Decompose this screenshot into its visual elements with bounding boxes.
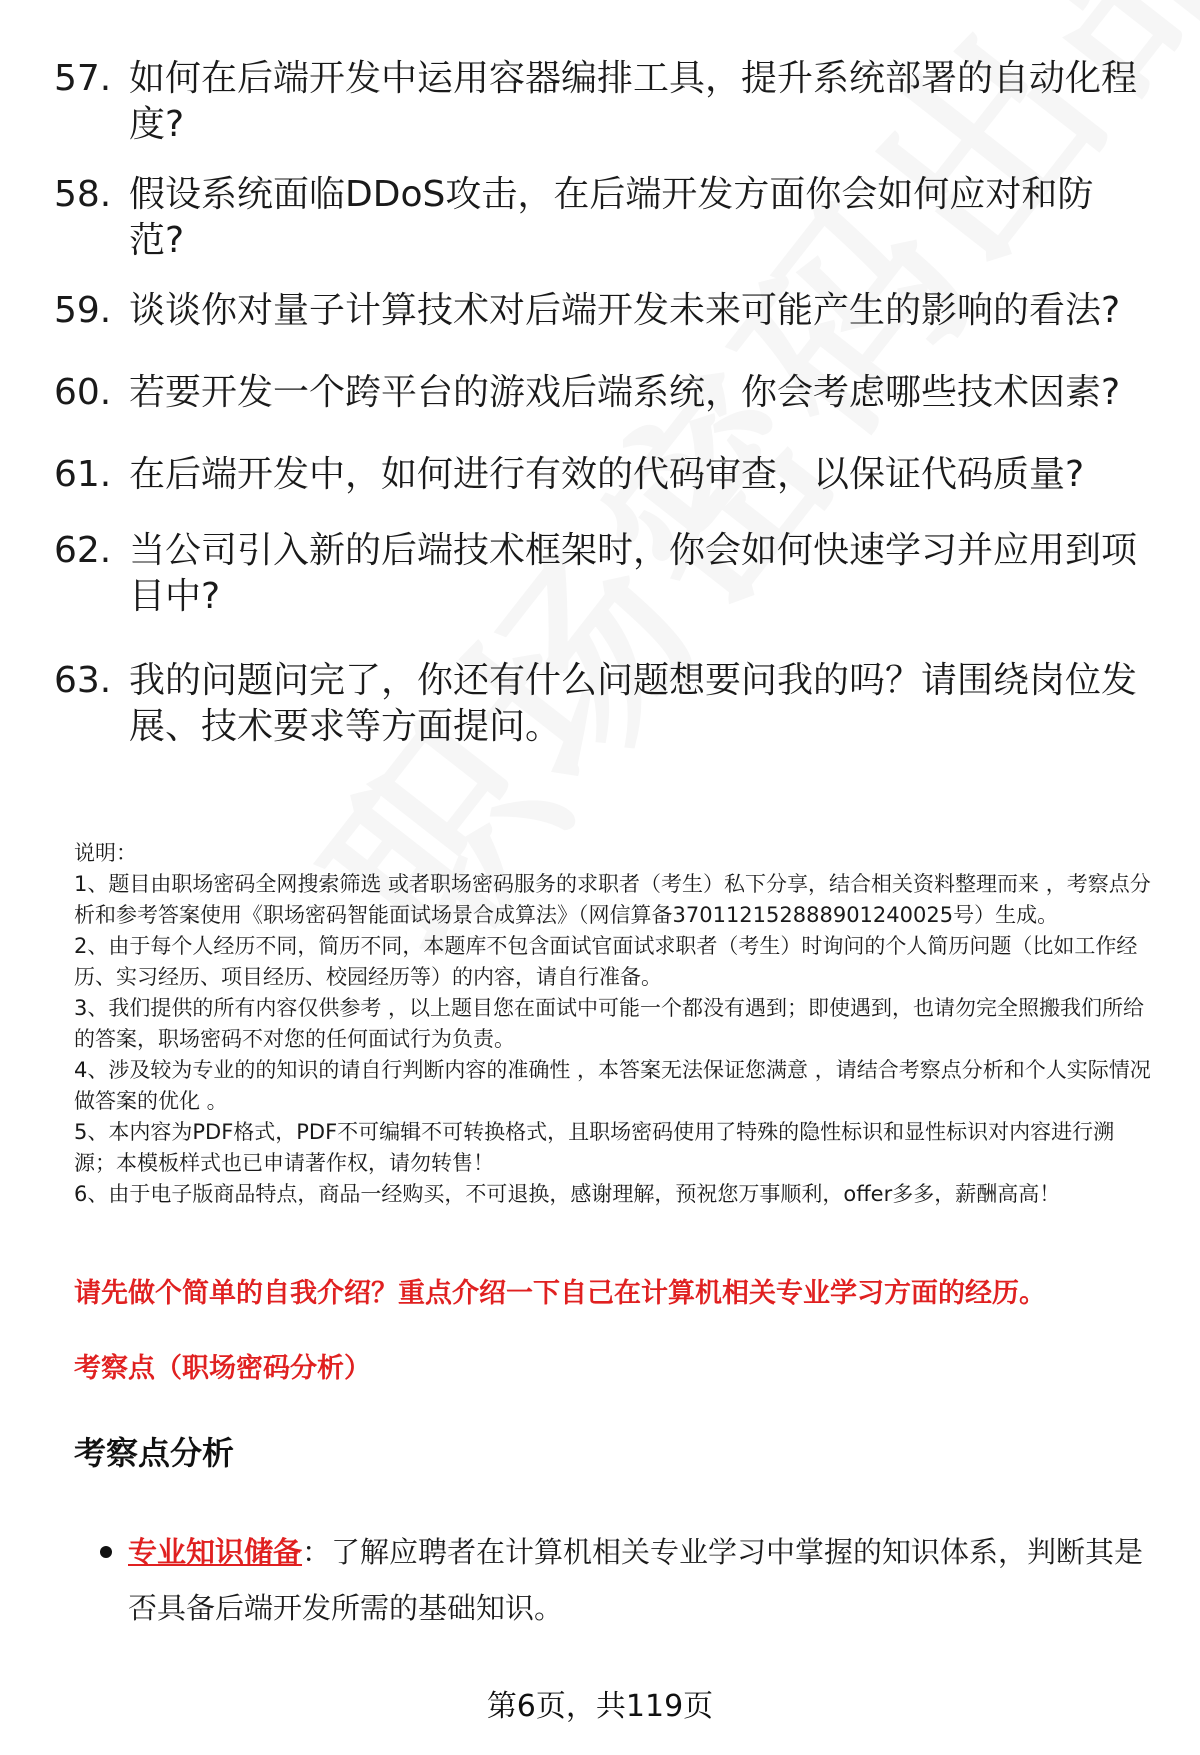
question-text: 当公司引入新的后端技术框架时，你会如何快速学习并应用到项目中? xyxy=(129,530,1138,617)
analysis-heading: 考察点分析 xyxy=(74,1434,235,1472)
question-item xyxy=(54,370,1154,416)
question-text: 假设系统面临DDoS攻击，在后端开发方面你会如何应对和防范? xyxy=(129,174,1094,261)
question-item xyxy=(54,172,1154,264)
analysis-bullet xyxy=(100,1524,1160,1636)
question-list xyxy=(54,56,1154,750)
note-item: 5、本内容为PDF格式，PDF不可编辑不可转换格式，且职场密码使用了特殊的隐性标识和显性标识对内容进行溯源；本模板样式也已申请著作权，请勿转售！ xyxy=(74,1120,1115,1175)
interview-question-heading: 请先做个简单的自我介绍？重点介绍一下自己在计算机相关专业学习方面的经历。 xyxy=(74,1278,1046,1309)
question-item xyxy=(54,56,1154,148)
question-item xyxy=(54,658,1154,750)
question-number: 63. xyxy=(54,660,112,701)
bullet-label: 专业知识储备 xyxy=(128,1535,303,1569)
note-item: 3、我们提供的所有内容仅供参考 ，以上题目您在面试中可能一个都没有遇到；即使遇到，也请勿完全照搬我们所给的答案，职场密码不对您的任何面试行为负责。 xyxy=(74,996,1145,1051)
page-footer: 第6页，共119页 xyxy=(486,1689,714,1724)
question-text: 若要开发一个跨平台的游戏后端系统，你会考虑哪些技术因素? xyxy=(129,372,1121,413)
question-text: 如何在后端开发中运用容器编排工具，提升系统部署的自动化程度? xyxy=(129,58,1138,145)
analysis-subheading: 考察点（职场密码分析） xyxy=(74,1353,371,1384)
question-number: 61. xyxy=(54,454,112,495)
bullet-content xyxy=(128,1524,1160,1636)
question-item xyxy=(54,288,1154,334)
question-text: 在后端开发中，如何进行有效的代码审查，以保证代码质量? xyxy=(129,454,1085,495)
bullet-dot-icon xyxy=(100,1546,112,1558)
question-text: 我的问题问完了，你还有什么问题想要问我的吗？请围绕岗位发展、技术要求等方面提问。 xyxy=(129,660,1138,747)
question-number: 59. xyxy=(54,290,112,331)
question-text: 谈谈你对量子计算技术对后端开发未来可能产生的影响的看法? xyxy=(129,290,1121,331)
question-item xyxy=(54,528,1154,620)
note-item: 2、由于每个人经历不同，简历不同，本题库不包含面试官面试求职者（考生）时询问的个人简历问题（比如工作经历、实习经历、项目经历、校园经历等）的内容，请自行准备。 xyxy=(74,934,1138,989)
notes-block xyxy=(74,838,1154,1210)
question-number: 57. xyxy=(54,58,112,99)
notes-title: 说明： xyxy=(74,841,137,865)
question-number: 62. xyxy=(54,530,112,571)
note-item: 1、题目由职场密码全网搜索筛选 或者职场密码服务的求职者（考生）私下分享，结合相关资料整理而来 ，考察点分析和参考答案使用《职场密码智能面试场景合成算法》（网信算备370112152888901240025号）生成。 xyxy=(74,872,1151,927)
bullet-text: ：了解应聘者在计算机相关专业学习中掌握的知识体系，判断其是否具备后端开发所需的基础知识。 xyxy=(128,1535,1144,1625)
question-item xyxy=(54,452,1154,498)
question-number: 58. xyxy=(54,174,112,215)
question-number: 60. xyxy=(54,372,112,413)
note-item: 4、涉及较为专业的的知识的请自行判断内容的准确性 ，本答案无法保证您满意 ，请结合考察点分析和个人实际情况做答案的优化 。 xyxy=(74,1058,1151,1113)
note-item: 6、由于电子版商品特点，商品一经购买，不可退换，感谢理解，预祝您万事顺利，offer多多，薪酬高高！ xyxy=(74,1182,1061,1206)
